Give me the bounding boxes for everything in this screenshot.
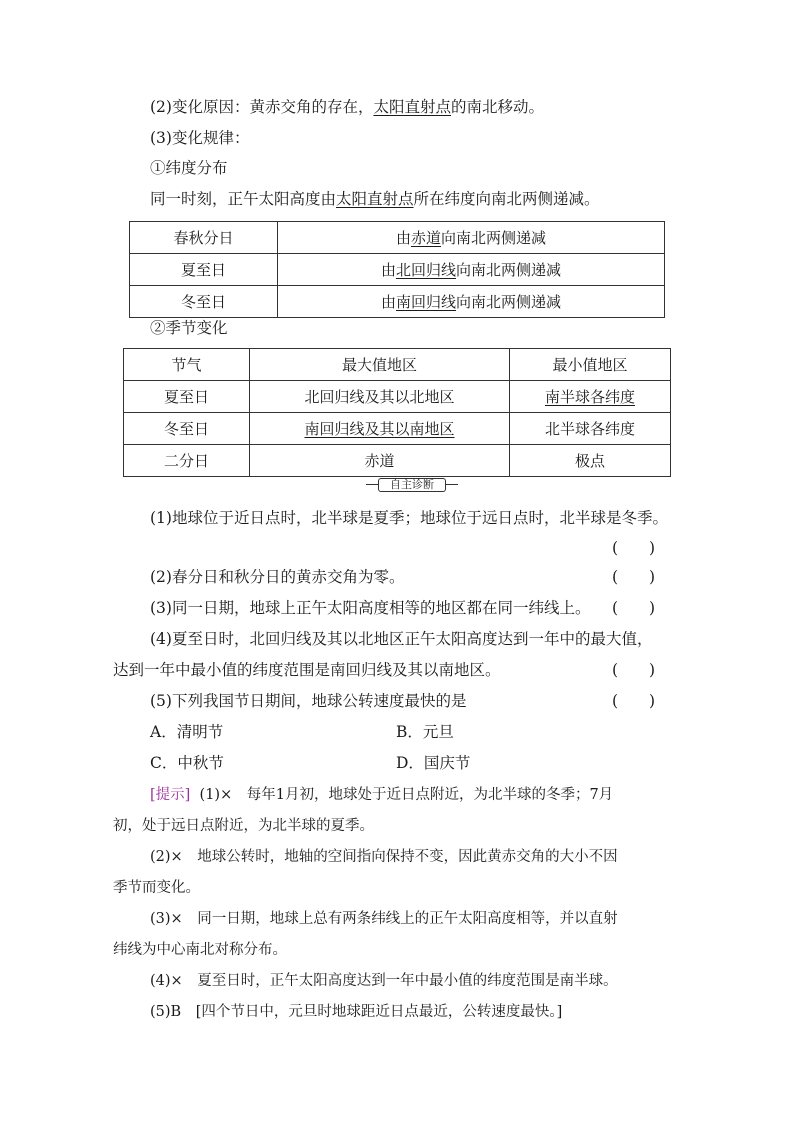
rule-cell (278, 254, 665, 286)
table-row (124, 445, 671, 477)
table-row (130, 222, 665, 254)
min-cell (510, 381, 671, 413)
text: (2)变化原因：黄赤交角的存在， (150, 98, 374, 116)
min-cell (510, 445, 671, 477)
badge-label: 自主诊断 (390, 478, 434, 491)
hint-4: (4)× 夏至日时，正午太阳高度达到一年中最小值的纬度范围是南半球。 (150, 973, 618, 989)
underlined-term: 北回归线 (395, 261, 456, 279)
answer-blank-3[interactable]: ( ) (612, 599, 656, 617)
question-4-line-1: (4)夏至日时，北回归线及其以北地区正午太阳高度达到一年中的最大值， (150, 630, 653, 648)
option-d[interactable]: D．国庆节 (396, 754, 471, 772)
question-3: (3)同一日期，地球上正午太阳高度相等的地区都在同一纬线上。 (150, 599, 591, 617)
hint-3-line-1: (3)× 同一日期，地球上总有两条纬线上的正午太阳高度相等，并以直射 (150, 911, 618, 927)
term-cell (124, 445, 250, 477)
hint-5: (5)B [四个节日中，元旦时地球距近日点最近，公转速度最快。] (150, 1004, 563, 1020)
term-cell: 冬至日 (130, 286, 278, 318)
max-cell (250, 413, 510, 445)
hint-2-line-1: (2)× 地球公转时，地轴的空间指向保持不变，因此黄赤交角的大小不因 (150, 849, 618, 865)
text: 由 (380, 293, 396, 311)
text: 所在纬度向南北两侧递减。 (413, 190, 600, 208)
table-row (130, 254, 665, 286)
question-4-line-2: 达到一年中最小值的纬度范围是南回归线及其以南地区。 (113, 661, 501, 679)
column-header: 节气 (124, 349, 250, 381)
latitude-rule-line (150, 188, 600, 210)
table-row (124, 413, 671, 445)
header-row (124, 349, 671, 381)
text: 由 (395, 229, 411, 247)
hint-2-line-2: 季节而变化。 (113, 880, 200, 896)
rule-cell (278, 222, 665, 254)
text: 向南北两侧递减 (456, 293, 562, 311)
cell-text: 夏至日 (163, 388, 209, 406)
max-cell (250, 381, 510, 413)
term-cell: 夏至日 (130, 254, 278, 286)
cell-text: 北回归线及其以北地区 (304, 388, 455, 406)
cell-text: 二分日 (163, 452, 209, 470)
answer-blank-1[interactable]: ( ) (612, 539, 656, 557)
option-c[interactable]: C．中秋节 (150, 754, 224, 772)
rule-cell (278, 286, 665, 318)
answer-blank-5[interactable]: ( ) (612, 692, 656, 710)
term-cell: 春秋分日 (130, 222, 278, 254)
question-2: (2)春分日和秋分日的黄赤交角为零。 (150, 568, 405, 586)
self-check-badge (366, 478, 458, 492)
latitude-table (129, 221, 665, 318)
text: 的南北移动。 (450, 98, 544, 116)
hint-label: [提示] (150, 787, 191, 803)
text: (1)× 每年1月初，地球处于近日点附近，为北半球的冬季；7月 (199, 787, 614, 803)
cause-line (150, 96, 544, 118)
table-row (130, 286, 665, 318)
max-cell (250, 445, 510, 477)
hint-3-line-2: 纬线为中心南北对称分布。 (113, 942, 287, 958)
option-a[interactable]: A．清明节 (150, 723, 224, 741)
text: 向南北两侧递减 (441, 229, 547, 247)
latitude-heading: ①纬度分布 (150, 159, 228, 177)
table-row (124, 381, 671, 413)
cell-text: 南半球各纬度 (544, 388, 635, 406)
column-header: 最大值地区 (250, 349, 510, 381)
answer-blank-4[interactable]: ( ) (612, 661, 656, 679)
underlined-term: 太阳直射点 (336, 190, 414, 208)
underlined-term: 赤道 (410, 229, 441, 247)
column-header: 最小值地区 (510, 349, 671, 381)
min-cell (510, 413, 671, 445)
season-heading: ②季节变化 (150, 319, 228, 337)
cell-text: 北半球各纬度 (544, 420, 635, 438)
question-1: (1)地球位于近日点时，北半球是夏季；地球位于远日点时，北半球是冬季。 (150, 509, 668, 527)
hint-1-line-2: 初，处于远日点附近，为北半球的夏季。 (113, 818, 374, 834)
answer-blank-2[interactable]: ( ) (612, 568, 656, 586)
text: 同一时刻，正午太阳高度由 (150, 190, 337, 208)
option-b[interactable]: B．元旦 (396, 723, 454, 741)
cell-text: 冬至日 (163, 420, 209, 438)
text: 向南北两侧递减 (456, 261, 562, 279)
cell-text: 南回归线及其以南地区 (304, 420, 455, 438)
underlined-term: 南回归线 (395, 293, 456, 311)
underlined-term: 太阳直射点 (373, 98, 451, 116)
term-cell (124, 413, 250, 445)
hint-1-line-1 (150, 784, 613, 806)
rule-heading: (3)变化规律： (150, 129, 250, 147)
cell-text: 极点 (574, 452, 605, 470)
cell-text: 赤道 (364, 452, 395, 470)
question-5: (5)下列我国节日期间，地球公转速度最快的是 (150, 692, 467, 710)
term-cell (124, 381, 250, 413)
season-table (123, 348, 671, 477)
text: 由 (380, 261, 396, 279)
